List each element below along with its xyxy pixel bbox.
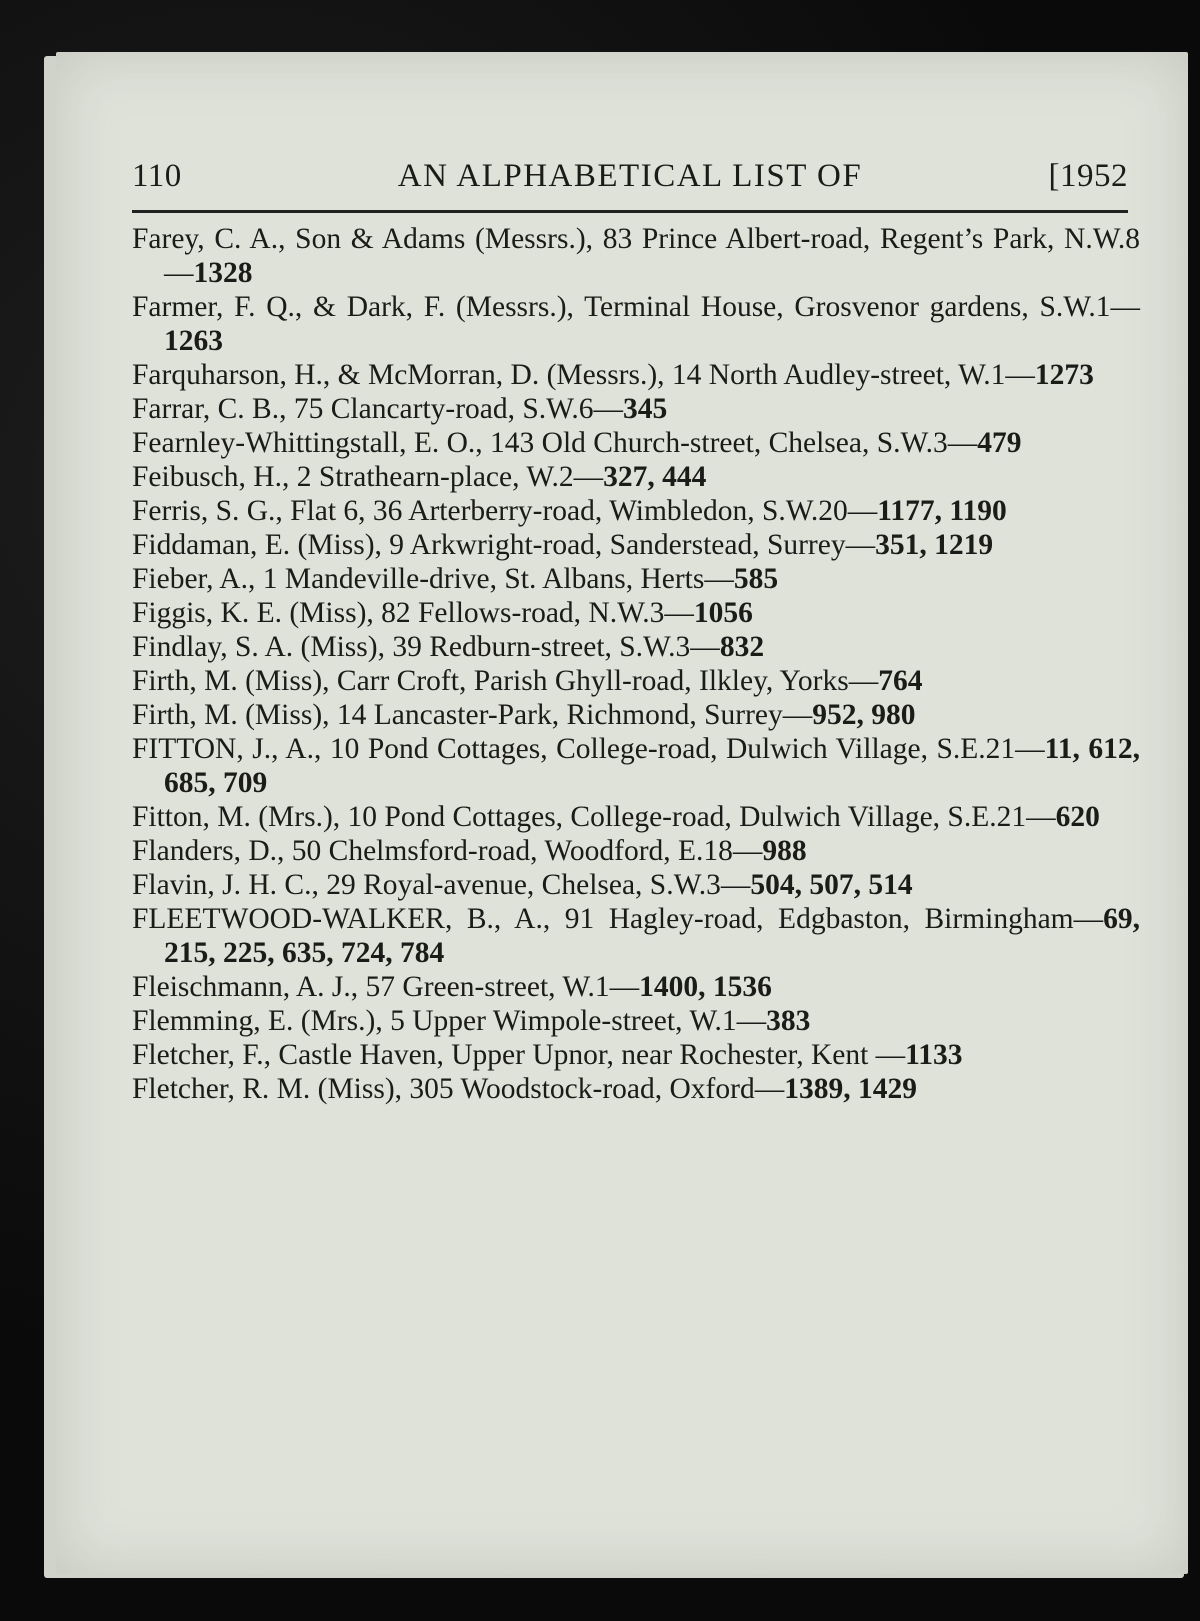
entry-text: Farey, C. A., Son & Adams (Messrs.), 83 Prince Albert-road, Regent’s Park, N.W.8— <box>132 223 1140 289</box>
list-entry <box>132 426 1140 460</box>
entry-refs: 383 <box>766 1005 811 1037</box>
entry-refs: 345 <box>622 393 668 425</box>
list-entry <box>132 970 1140 1004</box>
entry-text: Fletcher, R. M. (Miss), 305 Woodstock-road, Oxford— <box>132 1073 785 1105</box>
entry-refs: 351, 1219 <box>875 529 994 561</box>
page-number: 110 <box>132 158 182 194</box>
entry-text: Fieber, A., 1 Mandeville-drive, St. Albans, Herts— <box>132 563 734 595</box>
entry-refs: 952, 980 <box>812 699 916 731</box>
entry-refs: 988 <box>762 835 807 867</box>
list-entry <box>132 562 1140 596</box>
entry-text: Firth, M. (Miss), 14 Lancaster-Park, Richmond, Surrey— <box>132 699 813 731</box>
entry-text: Flanders, D., 50 Chelmsford-road, Woodford, E.18— <box>132 835 763 867</box>
list-entry <box>132 630 1140 664</box>
list-entry <box>132 834 1140 868</box>
list-entry <box>132 1038 1140 1072</box>
list-entry <box>132 222 1140 290</box>
entry-refs: 1389, 1429 <box>784 1073 917 1105</box>
entry-refs: 620 <box>1055 801 1100 833</box>
entry-refs: 1328 <box>193 257 253 289</box>
list-entry <box>132 698 1140 732</box>
header-rule <box>132 210 1128 213</box>
entry-text: Flemming, E. (Mrs.), 5 Upper Wimpole-street, W.1— <box>132 1005 767 1037</box>
entry-text: Fleischmann, A. J., 57 Green-street, W.1— <box>132 971 640 1003</box>
entry-refs: 832 <box>719 631 765 663</box>
list-entry <box>132 664 1140 698</box>
list-entry <box>132 358 1140 392</box>
entry-text: Findlay, S. A. (Miss), 39 Redburn-street, S.W.3— <box>132 631 720 663</box>
entry-text: FLEETWOOD-WALKER, B., A., 91 Hagley-road, Edgbaston, Birmingham— <box>132 903 1104 935</box>
entry-list <box>132 222 1140 1106</box>
list-entry <box>132 1004 1140 1038</box>
entry-text: Flavin, J. H. C., 29 Royal-avenue, Chelsea, S.W.3— <box>132 869 751 901</box>
entry-text: Farrar, C. B., 75 Clancarty-road, S.W.6— <box>132 393 623 425</box>
list-entry <box>132 732 1140 800</box>
entry-text: Fitton, M. (Mrs.), 10 Pond Cottages, College-road, Dulwich Village, S.E.21— <box>132 801 1056 833</box>
list-entry <box>132 1072 1140 1106</box>
list-entry <box>132 528 1140 562</box>
entry-refs: 479 <box>977 427 1022 459</box>
year-marker: [1952 <box>1048 158 1128 194</box>
entry-refs: 69, 215, 225, 635, 724, 784 <box>164 903 1140 969</box>
entry-text: Farquharson, H., & McMorran, D. (Messrs.), 14 North Audley-street, W.1— <box>132 359 1035 391</box>
list-entry <box>132 392 1140 426</box>
entry-refs: 1273 <box>1034 359 1094 391</box>
list-entry <box>132 596 1140 630</box>
entry-text: Figgis, K. E. (Miss), 82 Fellows-road, N.W.3— <box>132 597 694 629</box>
list-entry <box>132 868 1140 902</box>
list-entry <box>132 290 1140 358</box>
list-entry <box>132 460 1140 494</box>
entry-refs: 1056 <box>693 597 753 629</box>
entry-refs: 1133 <box>905 1039 963 1071</box>
running-head <box>132 158 1128 198</box>
page-heading: AN ALPHABETICAL LIST OF <box>397 158 863 194</box>
entry-text: Fiddaman, E. (Miss), 9 Arkwright-road, Sanderstead, Surrey— <box>132 529 876 561</box>
entry-text: Fletcher, F., Castle Haven, Upper Upnor, near Rochester, Kent — <box>132 1039 906 1071</box>
entry-text: Farmer, F. Q., & Dark, F. (Messrs.), Terminal House, Grosvenor gardens, S.W.1— <box>132 291 1140 323</box>
entry-refs: 1177, 1190 <box>877 495 1007 527</box>
entry-text: Ferris, S. G., Flat 6, 36 Arterberry-road, Wimbledon, S.W.20— <box>132 495 878 527</box>
entry-refs: 764 <box>878 665 923 697</box>
list-entry <box>132 902 1140 970</box>
entry-refs: 585 <box>733 563 779 595</box>
entry-text: Feibusch, H., 2 Strathearn-place, W.2— <box>132 461 604 493</box>
entry-refs: 327, 444 <box>603 461 707 493</box>
entry-refs: 1400, 1536 <box>639 971 772 1003</box>
entry-refs: 1263 <box>164 325 223 357</box>
list-entry <box>132 494 1140 528</box>
entry-text: Fearnley-Whittingstall, E. O., 143 Old Church-street, Chelsea, S.W.3— <box>132 427 978 459</box>
entry-refs: 11, 612, 685, 709 <box>164 733 1141 799</box>
entry-text: FITTON, J., A., 10 Pond Cottages, College-road, Dulwich Village, S.E.21— <box>132 733 1045 765</box>
list-entry <box>132 800 1140 834</box>
entry-text: Firth, M. (Miss), Carr Croft, Parish Ghyll-road, Ilkley, Yorks— <box>132 665 879 697</box>
entry-refs: 504, 507, 514 <box>750 869 913 901</box>
